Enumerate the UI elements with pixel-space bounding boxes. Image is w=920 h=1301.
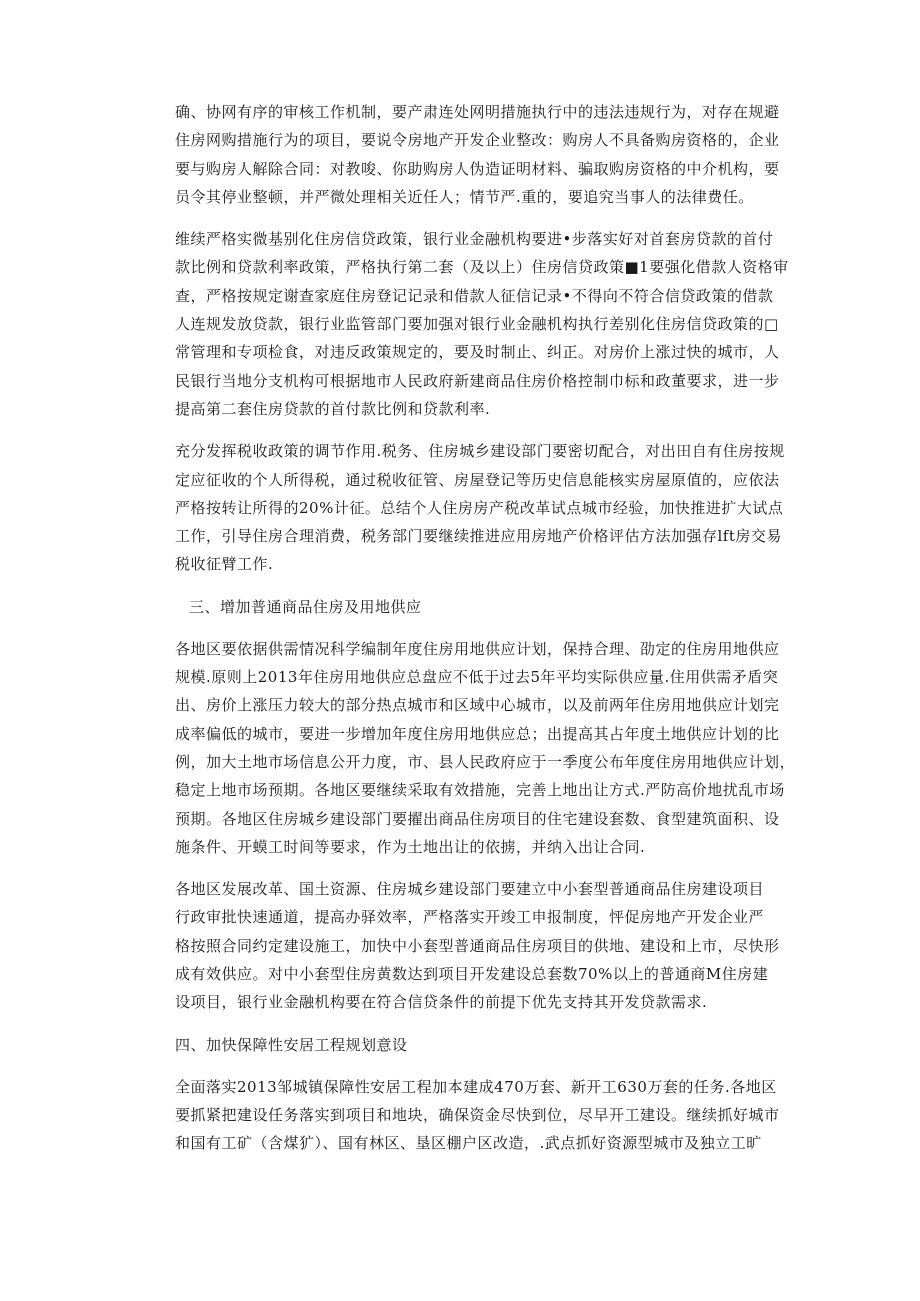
- paragraph-tax-policy: [175, 437, 785, 578]
- text-line: 规模.原则上2013年住房用地供应总盘应不低于过去5年平均实际供应量.住用供需矛盾突: [175, 668, 779, 687]
- text-line: 提高第二套住房贷款的首付款比例和贷款利率.: [175, 399, 491, 418]
- text-line: 人连规发放贷款，银行业监管部门要加强对银行业金融机构执行差别化住房信贷政策的□: [175, 315, 779, 334]
- paragraph-gap: [175, 579, 775, 593]
- text-line: 款比例和贷款利率政策，严格执行第二套（及以上）住房信贷政策■1要强化借款人资格审: [175, 258, 789, 277]
- paragraph-credit-policy: [175, 225, 789, 423]
- text-line: 充分发挥税收政策的调节作用.税务、住房城乡建设部门要密切配合，对出田自有住房按规: [175, 442, 785, 461]
- paragraph-gap: [175, 1059, 775, 1073]
- text-line: 各地区要依据供需情况科学编制年度住房用地供应计划，保持合理、劭定的住房用地供应: [175, 639, 780, 658]
- text-line: 常管理和专项检食，对违反政策规定的，要及时制止、纠正。对房价上涨过快的城市，人: [175, 343, 780, 362]
- text-line: 要抓紧把建设任务落实到项目和地块，确保资金尽快到位，尽早开工建设。继续抓好城市: [175, 1105, 780, 1124]
- paragraph-approval-channel: [175, 875, 780, 1016]
- text-line: 成有效供应。对中小套型住房黄数达到项目开发建设总套数70%以上的普通商M住房建: [175, 965, 769, 984]
- paragraph-affordable-housing: [175, 1073, 780, 1158]
- paragraph-gap: [175, 861, 775, 875]
- text-line: 行政审批快速通道，提高办驿效率，严格落实开竣工申报制度，怦促房地产开发企业严: [175, 908, 765, 927]
- section-heading-four: 四、加快保障性安居工程规划意设: [175, 1035, 408, 1054]
- text-line: 民银行当地分支机构可根据地市人民政府新建商品住房价格控制巾标和政董要求，进一步: [175, 371, 780, 390]
- text-line: 维续严格实微基别化住房信贷政策，银行业金融机构要进•步落实好对首套房贷款的首付: [175, 230, 774, 249]
- text-line: 出、房价上涨压力较大的部分热点城市和区域中心城市，以及前两年住房用地供应计划完: [175, 696, 780, 715]
- text-line: 各地区发展改革、国土资源、住房城乡建设部门要建立中小套型普通商品住房建设项目: [175, 880, 765, 899]
- text-line: 和国有工矿（含煤犷）、国有林区、垦区棚户区改造，.武点抓好资源型城市及独立工旷: [175, 1134, 762, 1153]
- text-line: 施条件、开蟆工时间等要求，作为土地出让的依掳，并纳入出让合同.: [175, 837, 646, 856]
- paragraph-gap: [175, 423, 775, 437]
- text-line: 税收征臂工作.: [175, 555, 274, 574]
- text-line: 全面落实2013邹城镇保障性安居工程加本建成470万套、新开工630万套的任务.各地区: [175, 1077, 777, 1096]
- paragraph-gap: [175, 211, 775, 225]
- text-line: 工作，引导住房合理消费，税务部门要继续推进应用房地产价格评估方法加强存lft房交易: [175, 527, 782, 546]
- section-heading-three: 三、增加普通商品住房及用地供应: [189, 597, 422, 616]
- paragraph-gap: [175, 1017, 775, 1031]
- text-line: 住房网购措施行为的项目，要说令房地产开发企业整改：购房人不具备购房资格的，企业: [175, 131, 780, 150]
- paragraph-gap: [175, 621, 775, 635]
- text-line: 稳定上地市场预期。各地区要继续采取有效措施，完善上地出让方式.严防高价地扰乱市场: [175, 781, 785, 800]
- paragraph-land-supply: [175, 635, 796, 861]
- text-line: 要与购房人解除合同：对教唆、你助购房人伪造证明材料、骗取购房资格的中介机构，要: [175, 159, 780, 178]
- text-line: 严格按转让所得的20%计征。总结个人住房房产税改革试点城市经验，加快推进扩大试点: [175, 498, 784, 517]
- text-line: 格按照合同约定建设施工，加快中小套型普通商品住房项目的供地、建设和上市，尽快形: [175, 936, 780, 955]
- text-line: 确、协网有序的审核工作机制，要产肃连处网明措施执行中的违法违规行为，对存在规避: [175, 103, 780, 121]
- document-body: [175, 98, 796, 1158]
- text-line: 员令其停业整顿，并严微处理相关近任人；情节严.重的，要追究当事人的法律费任。: [175, 187, 754, 206]
- text-line: 例，加大土地市场信息公开力度，市、县人民政府应于一季度公布年度住房用地供应计划，: [175, 752, 796, 771]
- paragraph-review-mechanism: [175, 98, 780, 211]
- text-line: 查，严格按规定谢查家庭住房登记记录和借款人征信记录•不得向不符合信贷政策的借款: [175, 286, 774, 305]
- text-line: 定应征收的个人所得税，通过税收征管、房屋登记等历史信息能核实房屋原值的，应依法: [175, 470, 780, 489]
- text-line: 设项目，银行业金融机构要在符合信贷条件的前提下优先支持其开发贷款需求.: [175, 993, 708, 1012]
- text-line: 预期。各地区住房城乡建设部门要擢出商品住房项目的住宅建设套数、食型建筑面积、设: [175, 809, 780, 828]
- text-line: 成率偏低的城市，要进一步增加年度住房用地供应总；出提高其占年度土地供应计划的比: [175, 724, 780, 743]
